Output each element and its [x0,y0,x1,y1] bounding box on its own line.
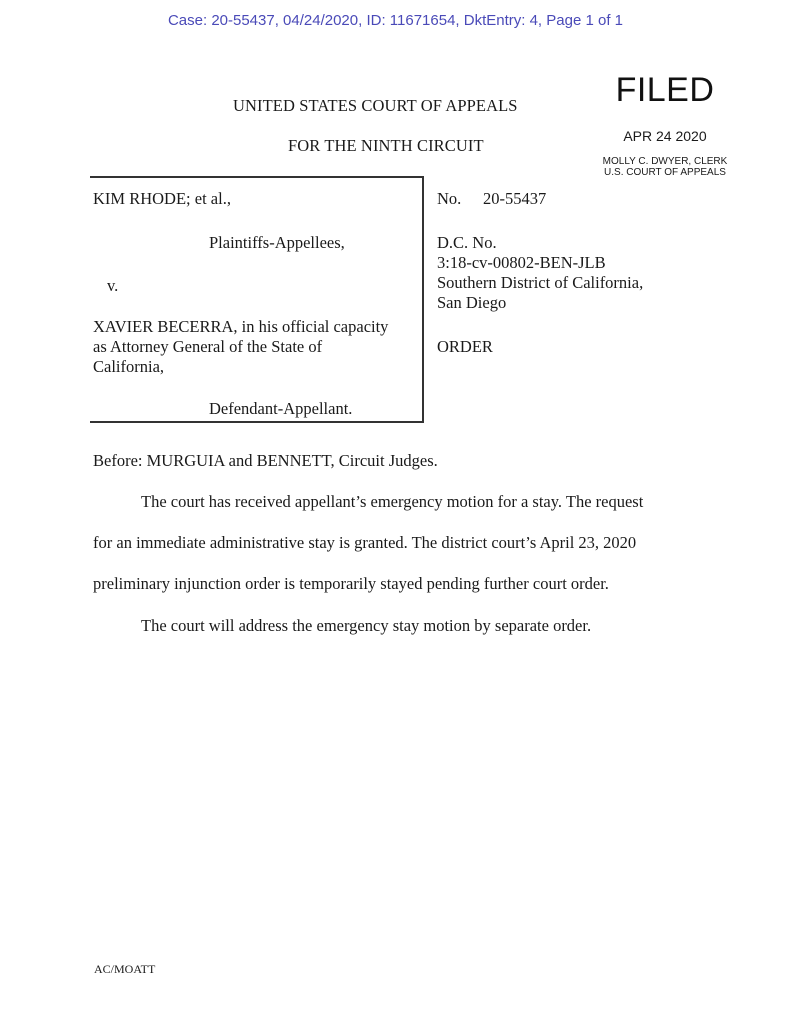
footer-initials: AC/MOATT [94,962,156,976]
order-para2: The court will address the emergency stay motion by separate order. [141,616,592,635]
defendant-line-3: California, [93,357,165,376]
filed-stamp [560,70,770,178]
docket-stamp-header: Case: 20-55437, 04/24/2020, ID: 11671654, DktEntry: 4, Page 1 of 1 [167,12,624,29]
defendant-role: Defendant-Appellant. [209,399,353,418]
district-line-2: San Diego [437,293,507,312]
court-circuit: FOR THE NINTH CIRCUIT [288,136,484,155]
order-para1-line2: for an immediate administrative stay is granted. The district court’s April 23, 2020 [93,533,637,552]
versus-label: v. [107,276,119,295]
filed-date: APR 24 2020 [623,128,707,144]
district-line-1: Southern District of California, [437,273,644,292]
case-number: 20-55437 [483,189,547,208]
plaintiffs-role: Plaintiffs-Appellees, [209,233,345,252]
document-type: ORDER [437,337,493,356]
court-name: UNITED STATES COURT OF APPEALS [233,96,518,115]
defendant-line-1: XAVIER BECERRA, in his official capacity [93,317,389,336]
case-number-label: No. [437,189,462,208]
panel-judges: Before: MURGUIA and BENNETT, Circuit Judges. [93,451,438,470]
filed-label: FILED [615,71,715,109]
clerk-name: MOLLY C. DWYER, CLERK [602,156,728,167]
order-para1-line1: The court has received appellant’s emergency motion for a stay. The request [141,492,644,511]
order-para1-line3: preliminary injunction order is temporarily stayed pending further court order. [93,574,609,593]
dc-number: 3:18-cv-00802-BEN-JLB [437,253,606,272]
case-caption-box [90,176,424,423]
dc-number-label: D.C. No. [437,233,497,252]
clerk-office: U.S. COURT OF APPEALS [604,167,726,178]
plaintiffs-name: KIM RHODE; et al., [93,189,231,208]
defendant-line-2: as Attorney General of the State of [93,337,323,356]
